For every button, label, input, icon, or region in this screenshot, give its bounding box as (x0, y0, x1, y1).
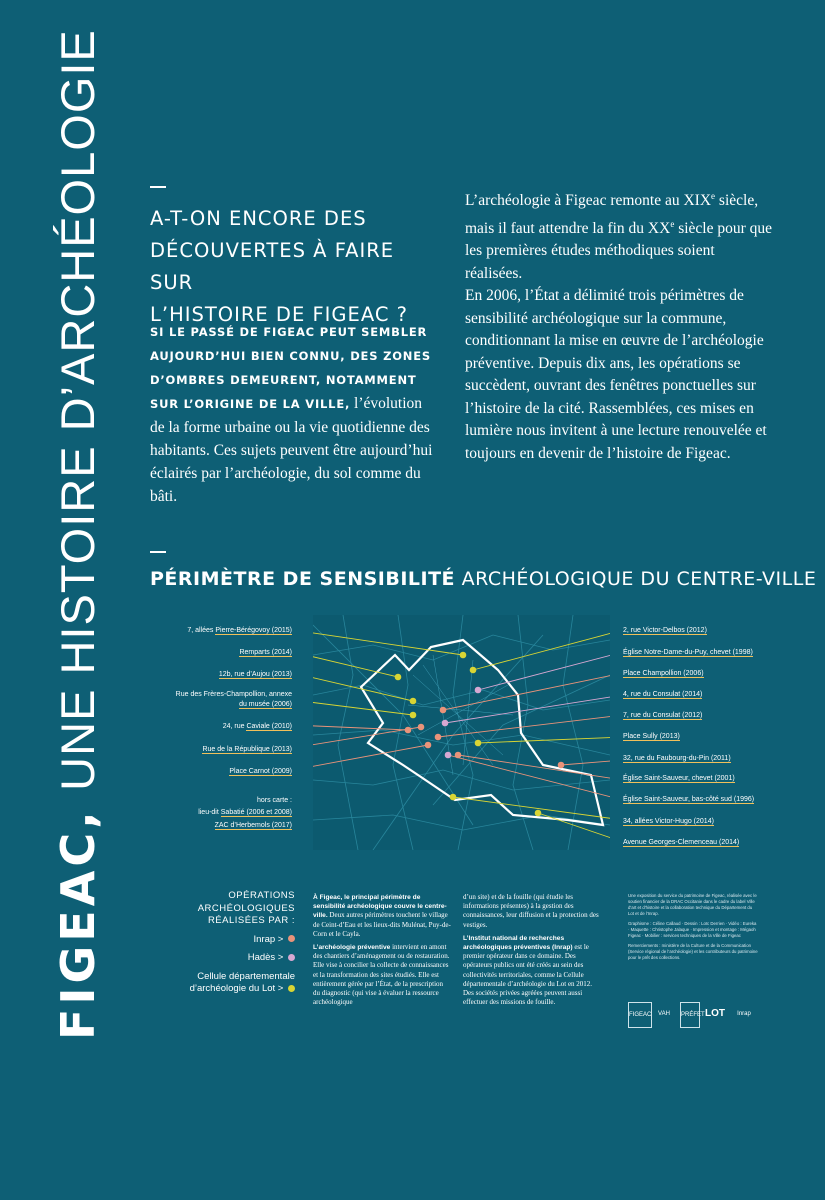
map-label: 32, rue du Faubourg-du-Pin (2011) (623, 755, 731, 762)
map-label: Place Sully (2013) (623, 733, 680, 740)
map-label: 7, rue du Consulat (2012) (623, 712, 703, 719)
heading-line: L’HISTOIRE DE FIGEAC ? (150, 303, 409, 326)
section-dash (150, 551, 166, 553)
heading-line: A-T-ON ENCORE DES (150, 207, 367, 230)
heading-line: DÉCOUVERTES À FAIRE SUR (150, 239, 395, 294)
map-label: Rue de la République (2013) (202, 746, 292, 753)
hades-dot (288, 954, 295, 961)
map-label: lieu-dit Sabatié (2006 et 2008) (198, 809, 292, 816)
section-dash (150, 186, 166, 188)
intro-lead (150, 320, 435, 508)
footer-column-2: d’un site) et de la fouille (qui étudie les informations présentes) à la gestion des connaissances, leur diffusion et la protection des vestiges. L’Institut national de recherches archéologiques préventives (Inrap) est le premier opérateur dans ce domaine. Des opérateurs publics ont été créés au sein des collectivités territoriales, comme la Cellule départementale d’archéologie du Lot en 2012. Des sociétés privées agréées peuvent aussi effectuer des missions de fouille. (463, 893, 599, 1007)
right-paragraph-1: L’archéologie à Figeac remonte au XIXe siècle, mais il faut attendre la fin du XXe siècle pour que les premières études méthodiques soient réalisées. (465, 191, 773, 282)
lead-text: l’évolution de la forme urbaine ou la vie quotidienne des habitants. Ces sujets peuvent être aujourd’hui éclairés par l’archéologie, du sol comme du bâti. (150, 395, 433, 505)
map-label: 4, rue du Consulat (2014) (623, 691, 703, 698)
operators-legend: OPÉRATIONS ARCHÉOLOGIQUES RÉALISÉES PAR : Inrap > Hadès > Cellule départementale d’archéologie du Lot > (170, 890, 295, 996)
street-map (313, 615, 610, 850)
right-paragraph-2: En 2006, l’État a délimité trois périmètres de sensibilité archéologique sur la commune, conditionnant la mise en œuvre de l’archéologie préventive. Depuis dix ans, les opérations se succèdent, ouvrant des fenêtres ponctuelles sur l’histoire de la cité. Rassemblées, ces mises en lumière nous invitent à une lecture renouvelée et toujours en devenir de l’histoire de Figeac. (465, 287, 767, 462)
map-label: Église Notre-Dame-du-Puy, chevet (1998) (623, 649, 753, 656)
map-label: Place Carnot (2009) (229, 768, 292, 775)
map-label: 2, rue Victor-Delbos (2012) (623, 627, 707, 634)
map-label: Église Saint-Sauveur, bas-côté sud (1996) (623, 796, 755, 803)
vertical-title (48, 29, 108, 1040)
logo-prefet: PRÉFET (680, 1002, 700, 1028)
map-heading: PÉRIMÈTRE DE SENSIBILITÉ ARCHÉOLOGIQUE DU CENTRE-VILLE (150, 568, 817, 590)
inrap-dot (288, 935, 295, 942)
footer-column-1: À Figeac, le principal périmètre de sensibilité archéologique couvre le centre-ville. Deux autres périmètres touchent le village de Ceint-d’Eau et les lieux-dits Mulénat, Puy-de-Corn et le Cayla. L’archéologie préventive intervient en amont des chantiers d’aménagement ou de restauration. Elle vise à concilier la collecte de connaissances et la transformation des sites étudiés. Elle est entièrement gérée par l’État, de la prescription du diagnostic (qui vise à évaluer la ressource archéologique (313, 894, 451, 1007)
legend-item-cellule: Cellule départementale d’archéologie du Lot > (189, 970, 295, 994)
logo-inrap: Inrap (737, 1011, 751, 1017)
map-label: ZAC d’Herbemols (2017) (214, 822, 292, 829)
hors-carte-title: hors carte : (256, 797, 292, 804)
legend-item-hades: Hadès > (170, 952, 295, 965)
title-light: UNE HISTOIRE D’ARCHÉOLOGIE (51, 29, 104, 791)
map-label: Place Champollion (2006) (623, 670, 704, 677)
intro-heading (150, 203, 440, 331)
map-label: Remparts (2014) (239, 649, 292, 656)
cellule-dot (288, 985, 295, 992)
city-map (313, 615, 610, 850)
intro-right-text (465, 185, 775, 465)
map-label: Église Saint-Sauveur, chevet (2001) (623, 775, 735, 782)
logo-lot: LOT (705, 1008, 725, 1019)
legend-item-inrap: Inrap > (170, 934, 295, 947)
map-label: Rue des Frères-Champollion, annexe du musée (2006) (175, 691, 292, 708)
logo-figeac: FIGEAC (628, 1002, 652, 1028)
title-bold: FIGEAC, (51, 807, 105, 1040)
map-label: 34, allées Victor-Hugo (2014) (623, 818, 714, 825)
logo-vah: VAH (658, 1011, 670, 1017)
map-label: 24, rue Caviale (2010) (222, 723, 292, 730)
map-label: 12b, rue d’Aujou (2013) (218, 671, 292, 678)
lead-caps: SI LE PASSÉ DE FIGEAC PEUT SEMBLER AUJOURD’HUI BIEN CONNU, DES ZONES D’OMBRES DEMEURENT, NOTAMMENT SUR L’ORIGINE DE LA VILLE, (150, 325, 431, 411)
map-label: Avenue Georges-Clemenceau (2014) (623, 839, 740, 846)
credits: Une exposition du service du patrimoine de Figeac, réalisée avec le soutien financier de la DRAC Occitanie dans le cadre du label Ville d’art et d’histoire et la collaboration technique du Département du Lot et de l’Inrap. Graphisme : Céline Callaud · Dessin : Loïc Derrien · Vidéo : Eureka · Maquette : Christophe Jalaque · Impression et montage : Mégaoh Figeac · Mobilier : services techniques de la Ville de Figeac Remerciements : ministère de la Culture et de la Communication (Service régional de l’archéologie) et les contributeurs du patrimoine pour le prêt des collections. (628, 893, 758, 960)
map-label: 7, allées Pierre-Bérégovoy (2015) (187, 627, 292, 634)
